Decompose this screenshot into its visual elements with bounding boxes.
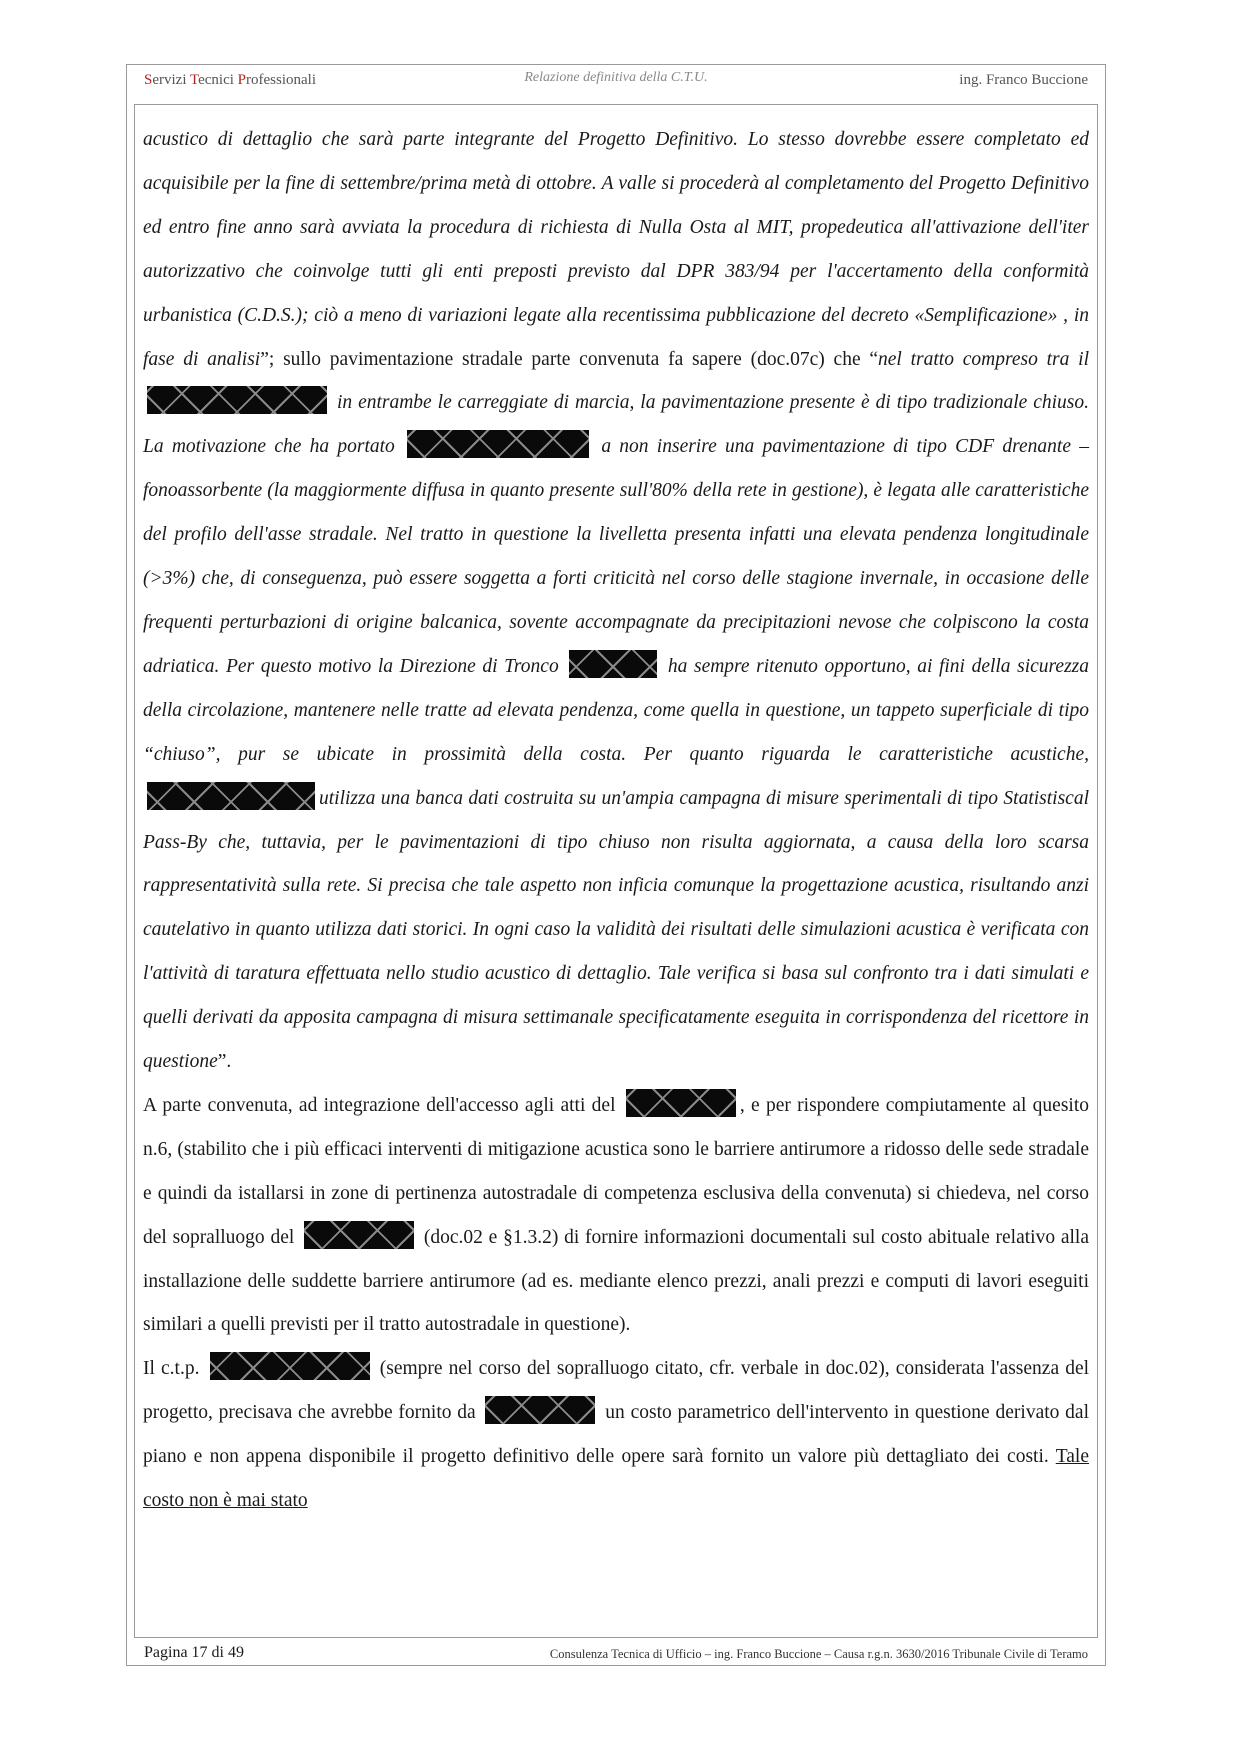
redaction-block	[304, 1221, 414, 1249]
body-text: (sempre nel corso del sopralluogo citato, cfr. verbale in doc.02), considerata l'assenza del progetto, precisava che avrebbe fornito da	[143, 1358, 1090, 1424]
quoted-text: a non inserire una pavimentazione di tipo CDF drenante –fonoassorbente (la maggiormente diffusa in quanto presente sull'80% della rete in gestione), è legata alle caratteristiche del profilo dell'asse stradale. Nel tratto in questione la livelletta presenta infatti una elevata pendenza longitudinale (>3%) che, di conseguenza, può essere soggetta a forti criticità nel corso delle stagione invernale, in occasione delle frequenti perturbazioni di origine balcanica, sovente accompagnate da precipitazioni nevose che colpiscono la costa adriatica. Per questo motivo la Direzione di Tronco	[143, 436, 1089, 677]
body-text: , e per rispondere compiutamente al quesito n.6, (stabilito che i più efficaci interventi di mitigazione acustica sono le barriere antirumore a ridosso delle sede stradale e quindi da istallarsi in zone di pertinenza autostradale di competenza esclusiva della convenuta) si chiedeva, nel corso del sopralluogo del	[143, 1094, 1090, 1248]
paragraph-1	[143, 118, 1089, 1084]
quoted-text: ha sempre ritenuto opportuno, ai fini della sicurezza della circolazione, mantenere nelle tratte ad elevata pendenza, come quella in questione, un tappeto superficiale di tipo “chiuso”, pur se ubicate in prossimità della costa. Per quanto riguarda le caratteristiche acustiche,	[143, 655, 1090, 765]
quoted-text: utilizza una banca dati costruita su un'ampia campagna di misure sperimentali di tipo Statistiscal Pass-By che, tuttavia, per le pavimentazioni di tipo chiuso non risulta aggiornata, a causa della loro scarsa rappresentatività sulla rete. Si precisa che tale aspetto non inficia comunque la progettazione acustica, risultando anzi cautelativo in quanto utilizza dati storici. In ogni caso la validità dei risultati delle simulazioni acustica è verificata con l'attività di taratura effettuata nello studio acustico di dettaglio. Tale verifica si basa sul confronto tra i dati simulati e quelli derivati da apposita campagna di misura settimanale specificatamente eseguita in corrispondenza del ricettore in questione	[143, 787, 1089, 1073]
redaction-block	[626, 1089, 736, 1117]
header-document-title: Relazione definitiva della C.T.U.	[524, 70, 708, 85]
body-text: ”; sullo pavimentazione stradale parte convenuta fa sapere (doc.07c) che “	[260, 348, 879, 370]
header-company: Servizi Tecnici Professionali	[144, 72, 316, 88]
body-text: (doc.02 e §1.3.2) di fornire informazioni documentali sul costo abituale relativo alla installazione delle suddette barriere antirumore (ad es. mediante elenco prezzi, anali prezzi e computi di lavori eseguiti similari a quelli previsti per il tratto autostradale in questione).	[143, 1226, 1090, 1336]
quoted-text: nel tratto compreso tra il	[878, 348, 1089, 370]
page-footer	[144, 1644, 1088, 1664]
page-number: Pagina 17 di 49	[144, 1644, 244, 1661]
body-text: un costo parametrico dell'intervento in questione derivato dal piano e non appena disponibile il progetto definitivo delle opere sarà fornito un valore più dettagliato dei costi.	[143, 1402, 1090, 1468]
redaction-block	[569, 650, 657, 678]
paragraph-3	[143, 1347, 1089, 1523]
body-text: A parte convenuta, ad integrazione dell'accesso agli atti del	[143, 1094, 616, 1116]
header-author: ing. Franco Buccione	[959, 72, 1088, 88]
quoted-text: acustico di dettaglio che sarà parte integrante del Progetto Definitivo. Lo stesso dovrebbe essere completato ed acquisibile per la fine di settembre/prima metà di ottobre. A valle si procederà al completamento del Progetto Definitivo ed entro fine anno sarà avviata la procedura di richiesta di Nulla Osta al MIT, propedeutica all'attivazione dell'iter autorizzativo che coinvolge tutti gli enti preposti previsto dal DPR 383/94 per l'accertamento della conformità urbanistica (C.D.S.); ciò a meno di variazioni legate alla recentissima pubblicazione del decreto «Semplificazione» , in fase di analisi	[143, 129, 1089, 370]
redaction-block	[210, 1352, 370, 1380]
quoted-text: in entrambe le carreggiate di marcia, la pavimentazione presente è di tipo tradizionale chiuso. La motivazione che ha portato	[143, 392, 1089, 458]
footer-case-reference: Consulenza Tecnica di Ufficio – ing. Franco Buccione – Causa r.g.n. 3630/2016 Tribunale Civile di Teramo	[549, 1647, 1088, 1661]
page-header	[144, 68, 1088, 98]
document-body	[143, 118, 1089, 1523]
redaction-block	[147, 782, 315, 810]
body-text: Il c.t.p.	[143, 1358, 200, 1380]
body-text: ”.	[217, 1051, 232, 1073]
redaction-block	[407, 430, 589, 458]
underlined-text: Tale costo non è mai stato	[143, 1446, 1089, 1512]
redaction-block	[147, 386, 327, 414]
redaction-block	[485, 1396, 595, 1424]
paragraph-2	[143, 1084, 1089, 1347]
